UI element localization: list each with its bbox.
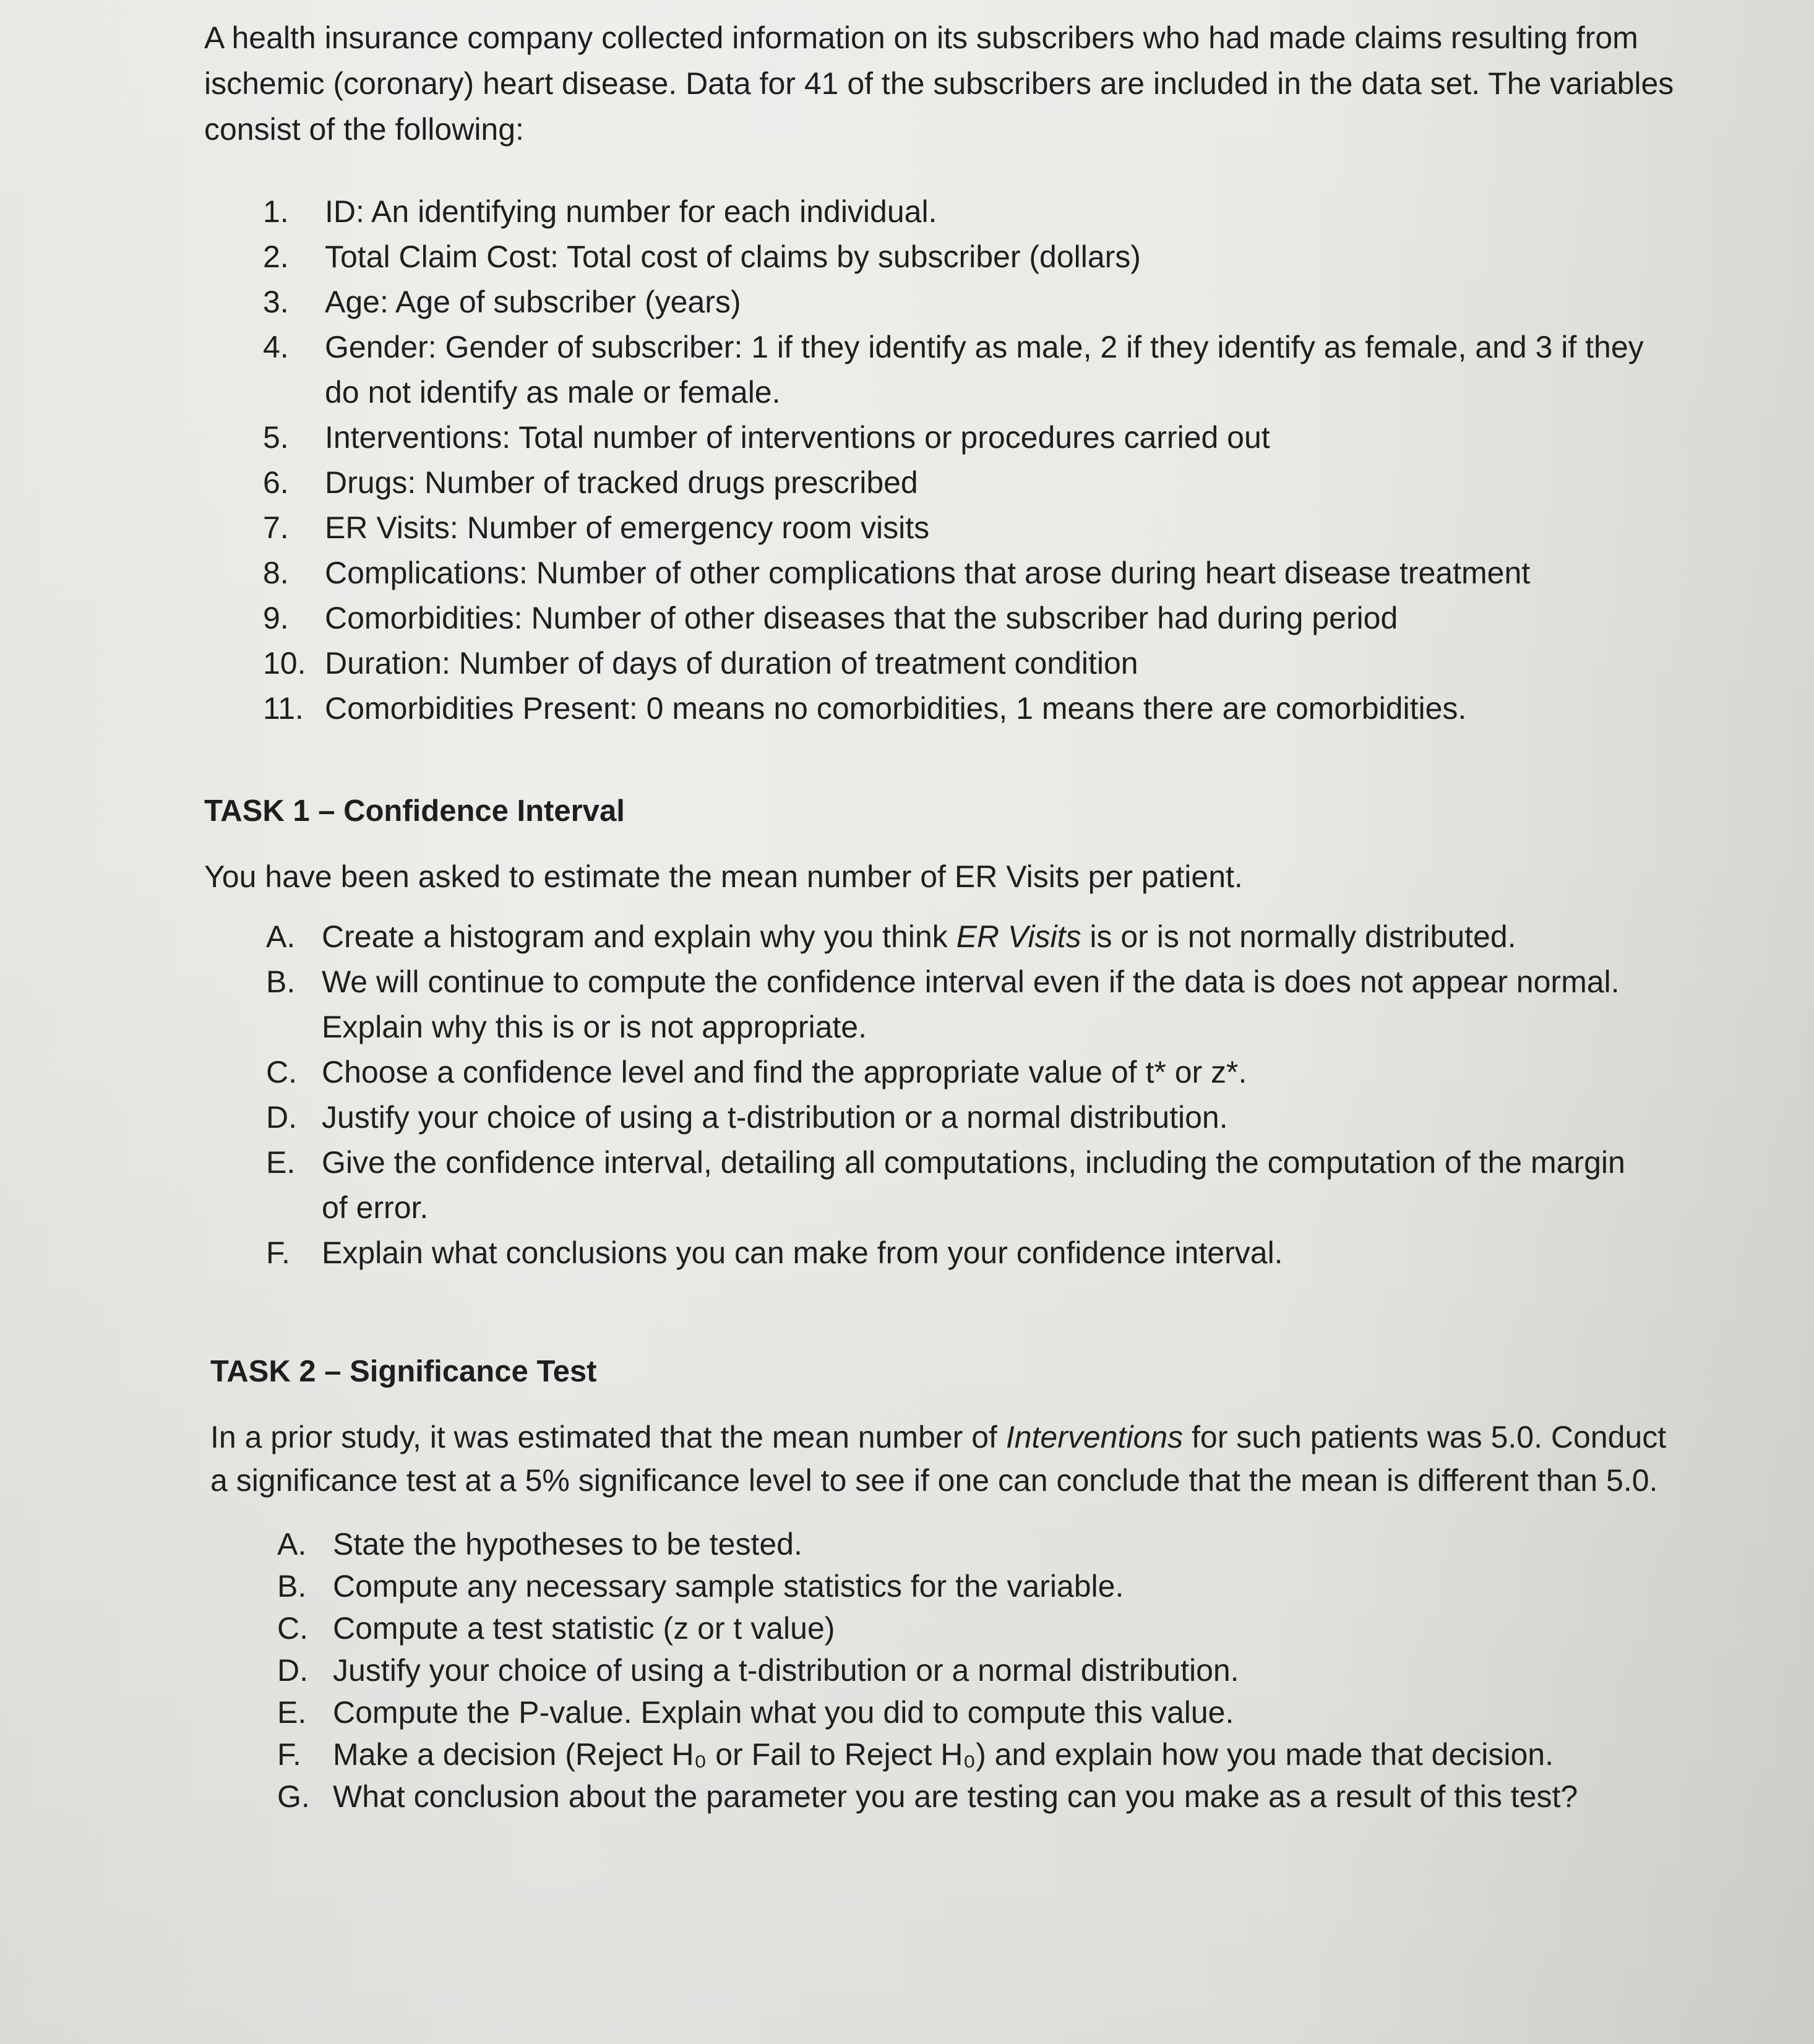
variable-item	[204, 189, 1689, 234]
subtask-item	[204, 914, 1689, 960]
task2-intro-emphasis: Interventions	[1005, 1420, 1184, 1454]
subtask-item	[204, 960, 1689, 1050]
subtask-letter: E.	[277, 1695, 307, 1730]
subtask-text: What conclusion about the parameter you are testing can you make as a result of this test?	[333, 1779, 1578, 1814]
variable-item	[204, 551, 1689, 596]
task1-heading: TASK 1 – Confidence Interval	[204, 794, 625, 828]
subtask-letter: D.	[277, 1653, 308, 1688]
subtask-letter: F.	[266, 1235, 290, 1270]
subtask-letter: A.	[277, 1527, 307, 1561]
task2-subtasks	[204, 1523, 1689, 1818]
variable-text: ID: An identifying number for each individual.	[325, 194, 937, 229]
subtask-text: Explain what conclusions you can make from your confidence interval.	[322, 1235, 1283, 1270]
subtask-text-part: is or is not normally distributed.	[1081, 919, 1516, 954]
task2-intro-part: In a prior study, it was estimated that the mean number of	[210, 1420, 1006, 1454]
task2-intro	[210, 1415, 1689, 1502]
subtask-text: Compute any necessary sample statistics for the variable.	[333, 1569, 1124, 1604]
variable-item	[204, 641, 1689, 686]
variable-text: Gender: Gender of subscriber: 1 if they identify as male, 2 if they identify as female, and 3 if they do not identify as male or female.	[325, 330, 1644, 410]
variable-item	[204, 325, 1689, 415]
variable-text: Drugs: Number of tracked drugs prescribed	[325, 465, 918, 500]
subtask-text: Give the confidence interval, detailing all computations, including the computation of the margin of error.	[322, 1145, 1625, 1225]
subtask-text: Compute a test statistic (z or t value)	[333, 1611, 835, 1646]
subtask-text: Justify your choice of using a t-distribution or a normal distribution.	[322, 1100, 1228, 1135]
variable-item	[204, 415, 1689, 460]
subtask-item	[204, 1140, 1689, 1230]
subtask-text-part: Create a histogram and explain why you think	[322, 919, 956, 954]
subtask-letter: C.	[266, 1055, 297, 1089]
subtask-text-emphasis: ER Visits	[956, 919, 1081, 954]
list-number: 4.	[263, 330, 289, 364]
subtask-text: We will continue to compute the confidence interval even if the data is does not appear normal. Explain why this is or is not appropriate.	[322, 964, 1620, 1044]
variable-text: Duration: Number of days of duration of treatment condition	[325, 646, 1138, 681]
subtask-letter: A.	[266, 919, 296, 954]
task2-heading: TASK 2 – Significance Test	[210, 1355, 597, 1388]
list-number: 3.	[263, 285, 289, 319]
subtask-letter: B.	[277, 1569, 307, 1604]
list-number: 9.	[263, 601, 289, 635]
subtask-item	[204, 1095, 1689, 1140]
variable-text: Interventions: Total number of interventions or procedures carried out	[325, 420, 1270, 455]
variable-item	[204, 505, 1689, 551]
variable-item	[204, 280, 1689, 325]
subtask-text: State the hypotheses to be tested.	[333, 1527, 802, 1561]
subtask-item	[204, 1649, 1689, 1691]
variable-item	[204, 686, 1689, 731]
variable-text: Comorbidities Present: 0 means no comorbidities, 1 means there are comorbidities.	[325, 691, 1467, 726]
variable-item	[204, 460, 1689, 505]
subtask-item	[204, 1230, 1689, 1276]
subtask-item	[204, 1523, 1689, 1565]
list-number: 11.	[263, 691, 304, 726]
list-number: 7.	[263, 510, 289, 545]
subtask-text: Make a decision (Reject H₀ or Fail to Reject H₀) and explain how you made that decision.	[333, 1737, 1554, 1772]
variable-item	[204, 596, 1689, 641]
subtask-item	[204, 1691, 1689, 1733]
list-number: 8.	[263, 556, 289, 590]
task2-intro-part: for such patients was 5.0. Conduct a significance test at a 5% significance level to see if one can conclude that the mean is different than 5.0.	[210, 1420, 1667, 1498]
list-number: 2.	[263, 239, 289, 274]
subtask-item	[204, 1733, 1689, 1776]
task1-subtasks	[204, 914, 1689, 1276]
subtask-item	[204, 1607, 1689, 1649]
variables-list	[204, 189, 1689, 731]
list-number: 10.	[263, 646, 306, 681]
list-number: 1.	[263, 194, 289, 229]
task1-intro: You have been asked to estimate the mean number of ER Visits per patient.	[204, 859, 1243, 894]
variable-text: ER Visits: Number of emergency room visits	[325, 510, 930, 545]
subtask-letter: E.	[266, 1145, 296, 1180]
subtask-text	[322, 914, 1646, 960]
intro-paragraph: A health insurance company collected information on its subscribers who had made claims resulting from ischemic (coronary) heart disease. Data for 41 of the subscribers are included in the data set. The variables consist of the following:	[204, 20, 1674, 147]
subtask-letter: D.	[266, 1100, 297, 1135]
list-number: 6.	[263, 465, 289, 500]
subtask-text: Justify your choice of using a t-distribution or a normal distribution.	[333, 1653, 1239, 1688]
variable-text: Complications: Number of other complications that arose during heart disease treatment	[325, 556, 1531, 590]
subtask-item	[204, 1050, 1689, 1095]
subtask-item	[204, 1776, 1689, 1818]
subtask-letter: G.	[277, 1779, 310, 1814]
subtask-text: Choose a confidence level and find the appropriate value of t* or z*.	[322, 1055, 1247, 1089]
subtask-letter: F.	[277, 1737, 301, 1772]
variable-text: Comorbidities: Number of other diseases that the subscriber had during period	[325, 601, 1398, 635]
variable-text: Total Claim Cost: Total cost of claims by subscriber (dollars)	[325, 239, 1141, 274]
list-number: 5.	[263, 420, 289, 455]
subtask-letter: C.	[277, 1611, 308, 1646]
variable-text: Age: Age of subscriber (years)	[325, 285, 741, 319]
document-content	[204, 15, 1689, 1818]
subtask-letter: B.	[266, 964, 296, 999]
subtask-text: Compute the P-value. Explain what you did to compute this value.	[333, 1695, 1234, 1730]
variable-item	[204, 234, 1689, 280]
subtask-item	[204, 1565, 1689, 1607]
